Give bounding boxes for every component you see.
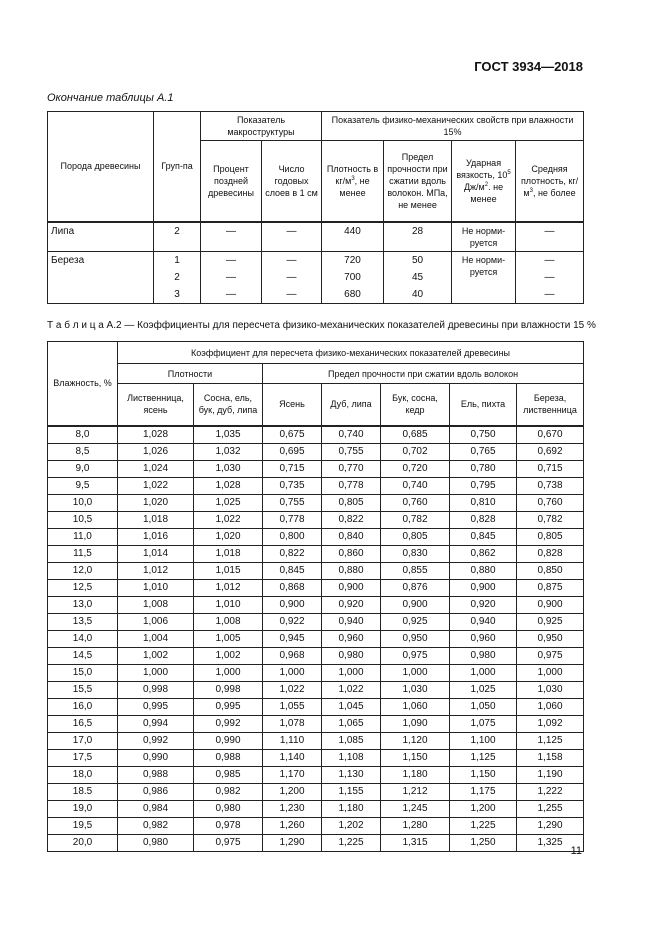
birch-larch-cell: 1,092 <box>517 715 584 732</box>
birch-larch-cell: 0,670 <box>517 426 584 444</box>
larch-ash-cell: 0,990 <box>118 749 194 766</box>
larch-ash-cell: 1,002 <box>118 647 194 664</box>
birch-larch-cell: 1,325 <box>517 834 584 851</box>
larch-ash-cell: 0,992 <box>118 732 194 749</box>
species-cell <box>48 286 154 304</box>
moisture-cell: 9,0 <box>48 460 118 477</box>
pine-spruce-cell: 1,032 <box>194 443 263 460</box>
oak-linden-cell: 0,778 <box>322 477 381 494</box>
ash-cell: 1,055 <box>263 698 322 715</box>
beech-pine-cell: 0,950 <box>381 630 450 647</box>
larch-ash-cell: 0,995 <box>118 698 194 715</box>
moisture-cell: 15,5 <box>48 681 118 698</box>
table-row <box>48 494 584 511</box>
header-col-larch-ash: Лиственница, ясень <box>118 384 194 426</box>
birch-larch-cell: 1,000 <box>517 664 584 681</box>
ash-cell: 0,845 <box>263 562 322 579</box>
spruce-fir-cell: 1,225 <box>450 817 517 834</box>
header-rings: Число годовых слоев в 1 см <box>262 141 322 222</box>
table-row <box>48 562 584 579</box>
birch-larch-cell: 0,875 <box>517 579 584 596</box>
moisture-cell: 11,0 <box>48 528 118 545</box>
table-row <box>48 443 584 460</box>
beech-pine-cell: 0,720 <box>381 460 450 477</box>
ash-cell: 0,755 <box>263 494 322 511</box>
oak-linden-cell: 1,065 <box>322 715 381 732</box>
pine-spruce-cell: 1,005 <box>194 630 263 647</box>
ash-cell: 1,078 <box>263 715 322 732</box>
pine-spruce-cell: 0,980 <box>194 800 263 817</box>
moisture-cell: 13,5 <box>48 613 118 630</box>
pine-spruce-cell: 1,035 <box>194 426 263 444</box>
density-cell: 700 <box>322 269 384 286</box>
header-coefficient: Коэффициент для пересчета физико-механических показателей древесины <box>118 342 584 364</box>
larch-ash-cell: 1,026 <box>118 443 194 460</box>
table1-caption: Окончание таблицы А.1 <box>47 92 174 104</box>
moisture-cell: 9,5 <box>48 477 118 494</box>
table-row <box>48 545 584 562</box>
group-cell: 2 <box>154 222 201 252</box>
beech-pine-cell: 1,090 <box>381 715 450 732</box>
pine-spruce-cell: 1,022 <box>194 511 263 528</box>
oak-linden-cell: 0,980 <box>322 647 381 664</box>
oak-linden-cell: 0,805 <box>322 494 381 511</box>
pine-spruce-cell: 0,998 <box>194 681 263 698</box>
table-a2 <box>47 341 584 852</box>
beech-pine-cell: 0,740 <box>381 477 450 494</box>
oak-linden-cell: 1,108 <box>322 749 381 766</box>
oak-linden-cell: 0,840 <box>322 528 381 545</box>
beech-pine-cell: 0,876 <box>381 579 450 596</box>
oak-linden-cell: 1,022 <box>322 681 381 698</box>
table-row <box>48 681 584 698</box>
beech-pine-cell: 0,760 <box>381 494 450 511</box>
pine-spruce-cell: 1,018 <box>194 545 263 562</box>
beech-pine-cell: 1,245 <box>381 800 450 817</box>
birch-larch-cell: 1,060 <box>517 698 584 715</box>
density-cell: 680 <box>322 286 384 304</box>
oak-linden-cell: 0,755 <box>322 443 381 460</box>
moisture-cell: 12,0 <box>48 562 118 579</box>
birch-larch-cell: 0,850 <box>517 562 584 579</box>
rings-cell: — <box>262 269 322 286</box>
beech-pine-cell: 0,925 <box>381 613 450 630</box>
larch-ash-cell: 1,028 <box>118 426 194 444</box>
pine-spruce-cell: 1,028 <box>194 477 263 494</box>
larch-ash-cell: 1,012 <box>118 562 194 579</box>
table-row <box>48 732 584 749</box>
moisture-cell: 12,5 <box>48 579 118 596</box>
ash-cell: 1,140 <box>263 749 322 766</box>
beech-pine-cell: 1,180 <box>381 766 450 783</box>
table-row <box>48 426 584 444</box>
spruce-fir-cell: 1,000 <box>450 664 517 681</box>
standard-number: ГОСТ 3934—2018 <box>474 59 583 74</box>
beech-pine-cell: 0,830 <box>381 545 450 562</box>
beech-pine-cell: 1,060 <box>381 698 450 715</box>
birch-larch-cell: 0,692 <box>517 443 584 460</box>
spruce-fir-cell: 1,075 <box>450 715 517 732</box>
avg-density-cell: — <box>516 286 584 304</box>
birch-larch-cell: 0,715 <box>517 460 584 477</box>
ash-cell: 1,290 <box>263 834 322 851</box>
table-row <box>48 477 584 494</box>
header-strength: Предел прочности при сжатии вдоль волокон. МПа, не менее <box>384 141 452 222</box>
table-row <box>48 613 584 630</box>
ash-cell: 0,922 <box>263 613 322 630</box>
pine-spruce-cell: 0,992 <box>194 715 263 732</box>
table-row <box>48 252 584 270</box>
pine-spruce-cell: 1,002 <box>194 647 263 664</box>
avg-density-cell: — <box>516 222 584 252</box>
birch-larch-cell: 0,782 <box>517 511 584 528</box>
beech-pine-cell: 0,782 <box>381 511 450 528</box>
header-properties: Показатель физико-механических свойств при влажности 15% <box>322 112 584 141</box>
oak-linden-cell: 0,770 <box>322 460 381 477</box>
moisture-cell: 17,5 <box>48 749 118 766</box>
table-row <box>48 817 584 834</box>
larch-ash-cell: 1,000 <box>118 664 194 681</box>
avg-density-cell: — <box>516 252 584 270</box>
spruce-fir-cell: 1,025 <box>450 681 517 698</box>
table-row <box>48 630 584 647</box>
ash-cell: 1,200 <box>263 783 322 800</box>
ash-cell: 0,715 <box>263 460 322 477</box>
spruce-fir-cell: 0,795 <box>450 477 517 494</box>
spruce-fir-cell: 1,150 <box>450 766 517 783</box>
moisture-cell: 14,0 <box>48 630 118 647</box>
spruce-fir-cell: 0,880 <box>450 562 517 579</box>
pine-spruce-cell: 1,012 <box>194 579 263 596</box>
oak-linden-cell: 0,860 <box>322 545 381 562</box>
pine-spruce-cell: 0,975 <box>194 834 263 851</box>
birch-larch-cell: 1,125 <box>517 732 584 749</box>
late-wood-cell: — <box>201 269 262 286</box>
beech-pine-cell: 1,212 <box>381 783 450 800</box>
spruce-fir-cell: 1,125 <box>450 749 517 766</box>
beech-pine-cell: 0,975 <box>381 647 450 664</box>
moisture-cell: 16,5 <box>48 715 118 732</box>
header-strength: Предел прочности при сжатии вдоль волокон <box>263 364 584 384</box>
late-wood-cell: — <box>201 286 262 304</box>
birch-larch-cell: 0,900 <box>517 596 584 613</box>
table-row <box>48 579 584 596</box>
pine-spruce-cell: 1,010 <box>194 596 263 613</box>
table-row <box>48 222 584 252</box>
larch-ash-cell: 0,994 <box>118 715 194 732</box>
moisture-cell: 19,5 <box>48 817 118 834</box>
ash-cell: 0,900 <box>263 596 322 613</box>
oak-linden-cell: 1,202 <box>322 817 381 834</box>
table-row <box>48 800 584 817</box>
header-late-wood: Процент поздней древесины <box>201 141 262 222</box>
table-row <box>48 698 584 715</box>
table-row <box>48 766 584 783</box>
header-col-pine-spruce: Сосна, ель, бук, дуб, липа <box>194 384 263 426</box>
spruce-fir-cell: 0,940 <box>450 613 517 630</box>
birch-larch-cell: 1,030 <box>517 681 584 698</box>
spruce-fir-cell: 1,250 <box>450 834 517 851</box>
ash-cell: 1,170 <box>263 766 322 783</box>
header-species: Порода древесины <box>48 112 154 222</box>
spruce-fir-cell: 0,828 <box>450 511 517 528</box>
table-row <box>48 528 584 545</box>
oak-linden-cell: 0,740 <box>322 426 381 444</box>
table-row <box>48 715 584 732</box>
table-row <box>48 647 584 664</box>
avg-density-cell: — <box>516 269 584 286</box>
beech-pine-cell: 0,805 <box>381 528 450 545</box>
beech-pine-cell: 1,315 <box>381 834 450 851</box>
larch-ash-cell: 1,004 <box>118 630 194 647</box>
ash-cell: 1,022 <box>263 681 322 698</box>
oak-linden-cell: 0,900 <box>322 579 381 596</box>
header-col-spruce-fir: Ель, пихта <box>450 384 517 426</box>
header-macrostructure: Показатель макроструктуры <box>201 112 322 141</box>
ash-cell: 0,968 <box>263 647 322 664</box>
table-row <box>48 783 584 800</box>
table-row <box>48 834 584 851</box>
ash-cell: 1,110 <box>263 732 322 749</box>
spruce-fir-cell: 0,810 <box>450 494 517 511</box>
strength-cell: 40 <box>384 286 452 304</box>
ash-cell: 0,778 <box>263 511 322 528</box>
moisture-cell: 11,5 <box>48 545 118 562</box>
spruce-fir-cell: 1,100 <box>450 732 517 749</box>
beech-pine-cell: 1,150 <box>381 749 450 766</box>
spruce-fir-cell: 0,900 <box>450 579 517 596</box>
species-cell <box>48 269 154 286</box>
impact-cell: Не норми-руется <box>452 252 516 304</box>
larch-ash-cell: 1,020 <box>118 494 194 511</box>
header-moisture: Влажность, % <box>48 342 118 426</box>
table-row <box>48 596 584 613</box>
ash-cell: 0,695 <box>263 443 322 460</box>
page-number: 11 <box>570 845 582 857</box>
oak-linden-cell: 1,085 <box>322 732 381 749</box>
species-cell: Береза <box>48 252 154 270</box>
header-avg-density: Средняя плотность, $кг/м^3$, не более <box>516 141 584 222</box>
larch-ash-cell: 1,006 <box>118 613 194 630</box>
birch-larch-cell: 0,828 <box>517 545 584 562</box>
larch-ash-cell: 1,016 <box>118 528 194 545</box>
pine-spruce-cell: 1,025 <box>194 494 263 511</box>
larch-ash-cell: 0,988 <box>118 766 194 783</box>
pine-spruce-cell: 0,982 <box>194 783 263 800</box>
larch-ash-cell: 1,024 <box>118 460 194 477</box>
birch-larch-cell: 0,950 <box>517 630 584 647</box>
ash-cell: 0,675 <box>263 426 322 444</box>
pine-spruce-cell: 1,015 <box>194 562 263 579</box>
group-cell: 1 <box>154 252 201 270</box>
larch-ash-cell: 0,984 <box>118 800 194 817</box>
rings-cell: — <box>262 286 322 304</box>
beech-pine-cell: 1,030 <box>381 681 450 698</box>
larch-ash-cell: 0,980 <box>118 834 194 851</box>
ash-cell: 1,230 <box>263 800 322 817</box>
spruce-fir-cell: 0,920 <box>450 596 517 613</box>
larch-ash-cell: 1,014 <box>118 545 194 562</box>
oak-linden-cell: 0,960 <box>322 630 381 647</box>
moisture-cell: 17,0 <box>48 732 118 749</box>
ash-cell: 1,260 <box>263 817 322 834</box>
oak-linden-cell: 0,940 <box>322 613 381 630</box>
ash-cell: 0,945 <box>263 630 322 647</box>
ash-cell: 0,868 <box>263 579 322 596</box>
birch-larch-cell: 1,190 <box>517 766 584 783</box>
birch-larch-cell: 1,158 <box>517 749 584 766</box>
table-row <box>48 511 584 528</box>
moisture-cell: 20,0 <box>48 834 118 851</box>
birch-larch-cell: 1,255 <box>517 800 584 817</box>
pine-spruce-cell: 1,008 <box>194 613 263 630</box>
moisture-cell: 10,0 <box>48 494 118 511</box>
pine-spruce-cell: 1,020 <box>194 528 263 545</box>
birch-larch-cell: 0,925 <box>517 613 584 630</box>
group-cell: 2 <box>154 269 201 286</box>
header-col-beech-pine: Бук, сосна, кедр <box>381 384 450 426</box>
oak-linden-cell: 0,920 <box>322 596 381 613</box>
moisture-cell: 10,5 <box>48 511 118 528</box>
larch-ash-cell: 1,008 <box>118 596 194 613</box>
rings-cell: — <box>262 252 322 270</box>
larch-ash-cell: 1,010 <box>118 579 194 596</box>
moisture-cell: 19,0 <box>48 800 118 817</box>
oak-linden-cell: 1,045 <box>322 698 381 715</box>
pine-spruce-cell: 0,990 <box>194 732 263 749</box>
table-row <box>48 460 584 477</box>
table-row <box>48 749 584 766</box>
larch-ash-cell: 0,998 <box>118 681 194 698</box>
header-density: Плотность в $кг/м^3$, не менее <box>322 141 384 222</box>
density-cell: 720 <box>322 252 384 270</box>
pine-spruce-cell: 0,995 <box>194 698 263 715</box>
moisture-cell: 16,0 <box>48 698 118 715</box>
larch-ash-cell: 1,018 <box>118 511 194 528</box>
table-row <box>48 664 584 681</box>
beech-pine-cell: 1,280 <box>381 817 450 834</box>
table-a1-end <box>47 111 584 304</box>
header-col-ash: Ясень <box>263 384 322 426</box>
ash-cell: 0,822 <box>263 545 322 562</box>
moisture-cell: 15,0 <box>48 664 118 681</box>
pine-spruce-cell: 0,978 <box>194 817 263 834</box>
beech-pine-cell: 0,685 <box>381 426 450 444</box>
spruce-fir-cell: 0,862 <box>450 545 517 562</box>
beech-pine-cell: 0,702 <box>381 443 450 460</box>
strength-cell: 45 <box>384 269 452 286</box>
header-impact: Ударная вязкость, $10^5$ $Дж/м^2$. не менее <box>452 141 516 222</box>
beech-pine-cell: 1,000 <box>381 664 450 681</box>
birch-larch-cell: 0,738 <box>517 477 584 494</box>
group-cell: 3 <box>154 286 201 304</box>
oak-linden-cell: 1,130 <box>322 766 381 783</box>
beech-pine-cell: 1,120 <box>381 732 450 749</box>
header-col-oak-linden: Дуб, липа <box>322 384 381 426</box>
pine-spruce-cell: 0,988 <box>194 749 263 766</box>
spruce-fir-cell: 0,960 <box>450 630 517 647</box>
oak-linden-cell: 1,180 <box>322 800 381 817</box>
strength-cell: 28 <box>384 222 452 252</box>
ash-cell: 0,735 <box>263 477 322 494</box>
birch-larch-cell: 1,222 <box>517 783 584 800</box>
pine-spruce-cell: 1,000 <box>194 664 263 681</box>
header-col-birch-larch: Береза, лиственница <box>517 384 584 426</box>
header-density: Плотности <box>118 364 263 384</box>
spruce-fir-cell: 1,050 <box>450 698 517 715</box>
table2-caption: Т а б л и ц а А.2 — Коэффициенты для пересчета физико-механических показателей древесины при влажности 15 % <box>47 320 596 331</box>
beech-pine-cell: 0,900 <box>381 596 450 613</box>
moisture-cell: 13,0 <box>48 596 118 613</box>
spruce-fir-cell: 0,765 <box>450 443 517 460</box>
spruce-fir-cell: 0,845 <box>450 528 517 545</box>
birch-larch-cell: 0,760 <box>517 494 584 511</box>
moisture-cell: 8,5 <box>48 443 118 460</box>
beech-pine-cell: 0,855 <box>381 562 450 579</box>
density-cell: 440 <box>322 222 384 252</box>
strength-cell: 50 <box>384 252 452 270</box>
oak-linden-cell: 1,155 <box>322 783 381 800</box>
spruce-fir-cell: 0,980 <box>450 647 517 664</box>
ash-cell: 1,000 <box>263 664 322 681</box>
spruce-fir-cell: 1,175 <box>450 783 517 800</box>
moisture-cell: 8,0 <box>48 426 118 444</box>
larch-ash-cell: 0,982 <box>118 817 194 834</box>
birch-larch-cell: 0,805 <box>517 528 584 545</box>
moisture-cell: 18,0 <box>48 766 118 783</box>
ash-cell: 0,800 <box>263 528 322 545</box>
oak-linden-cell: 1,000 <box>322 664 381 681</box>
spruce-fir-cell: 0,750 <box>450 426 517 444</box>
spruce-fir-cell: 0,780 <box>450 460 517 477</box>
oak-linden-cell: 1,225 <box>322 834 381 851</box>
moisture-cell: 14,5 <box>48 647 118 664</box>
species-cell: Липа <box>48 222 154 252</box>
oak-linden-cell: 0,880 <box>322 562 381 579</box>
impact-cell: Не норми-руется <box>452 222 516 252</box>
birch-larch-cell: 0,975 <box>517 647 584 664</box>
late-wood-cell: — <box>201 222 262 252</box>
moisture-cell: 18.5 <box>48 783 118 800</box>
pine-spruce-cell: 0,985 <box>194 766 263 783</box>
pine-spruce-cell: 1,030 <box>194 460 263 477</box>
spruce-fir-cell: 1,200 <box>450 800 517 817</box>
rings-cell: — <box>262 222 322 252</box>
birch-larch-cell: 1,290 <box>517 817 584 834</box>
header-group: Груп-па <box>154 112 201 222</box>
oak-linden-cell: 0,822 <box>322 511 381 528</box>
larch-ash-cell: 1,022 <box>118 477 194 494</box>
larch-ash-cell: 0,986 <box>118 783 194 800</box>
late-wood-cell: — <box>201 252 262 270</box>
